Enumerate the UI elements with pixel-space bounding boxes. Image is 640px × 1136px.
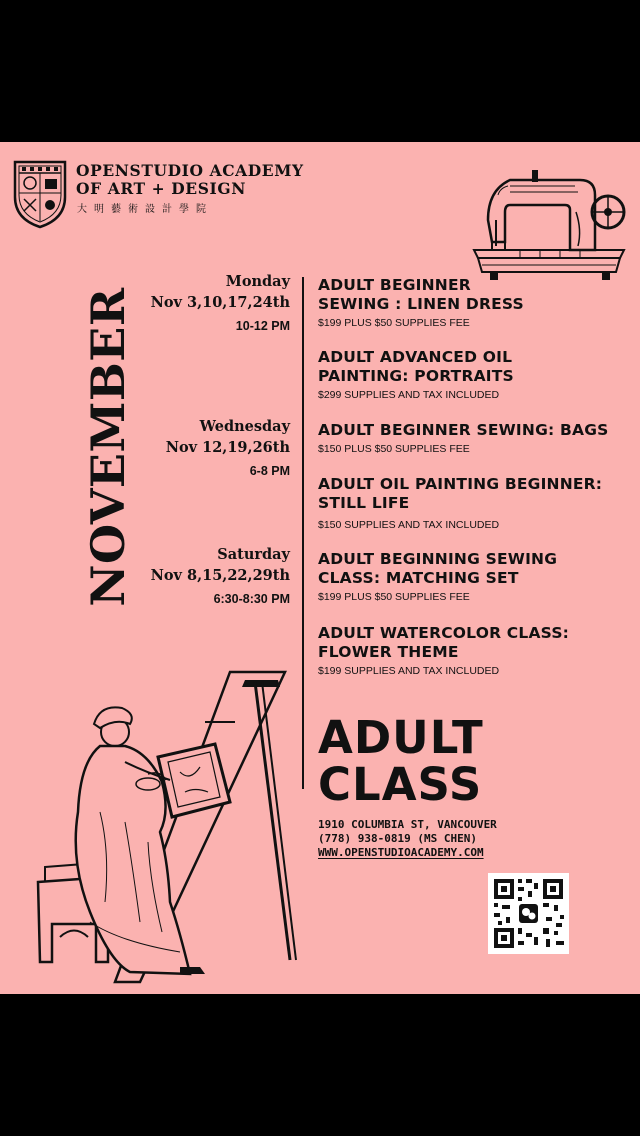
class-title-line2: STILL LIFE xyxy=(318,494,410,512)
schedule-saturday xyxy=(151,545,290,611)
contact-website-link[interactable]: WWW.OPENSTUDIOACADEMY.COM xyxy=(318,846,484,859)
contact-info xyxy=(318,818,497,860)
class-title-line2: PAINTING: PORTRAITS xyxy=(318,367,514,385)
class-title-line2: CLASS: MATCHING SET xyxy=(318,569,519,587)
class-item xyxy=(318,624,618,679)
schedule-time: 6:30-8:30 PM xyxy=(213,592,290,606)
schedule-dates: Nov 8,15,22,29th xyxy=(150,567,290,584)
month-text: NOVEMBER xyxy=(81,287,135,607)
painter-at-easel-icon xyxy=(30,662,305,994)
class-title-line1: ADULT BEGINNING SEWING xyxy=(318,550,558,568)
poster-title-line1: ADULT xyxy=(318,711,484,764)
sewing-machine-icon xyxy=(470,150,630,290)
academy-chinese-name: 大明藝術設計學院 xyxy=(77,204,213,215)
schedule-dates: Nov 3,10,17,24th xyxy=(150,294,290,311)
class-price: $199 SUPPLIES AND TAX INCLUDED xyxy=(318,665,500,677)
poster xyxy=(0,142,640,994)
month-label xyxy=(81,282,135,612)
class-title-line2: SEWING : LINEN DRESS xyxy=(318,295,524,313)
class-item xyxy=(318,550,618,605)
poster-title xyxy=(318,711,484,811)
academy-name-line1: OPENSTUDIO ACADEMY xyxy=(76,161,304,180)
class-price: $299 SUPPLIES AND TAX INCLUDED xyxy=(318,389,500,401)
class-item xyxy=(318,276,618,331)
schedule-wednesday xyxy=(166,417,290,483)
class-price: $150 PLUS $50 SUPPLIES FEE xyxy=(318,443,470,455)
class-item xyxy=(318,475,618,533)
class-price: $150 SUPPLIES AND TAX INCLUDED xyxy=(318,519,500,531)
schedule-day: Monday xyxy=(225,273,290,290)
schedule-time: 6-8 PM xyxy=(249,464,290,478)
class-item xyxy=(318,348,618,403)
class-price: $199 PLUS $50 SUPPLIES FEE xyxy=(318,591,470,603)
schedule-monday xyxy=(151,272,290,338)
class-title-line1: ADULT BEGINNER SEWING: BAGS xyxy=(318,421,609,439)
contact-address: 1910 COLUMBIA ST, VANCOUVER xyxy=(318,818,497,831)
qr-code-icon[interactable] xyxy=(488,873,569,954)
academy-name xyxy=(76,162,304,198)
academy-crest-icon xyxy=(12,159,68,229)
class-title-line1: ADULT ADVANCED OIL xyxy=(318,348,513,366)
schedule-dates: Nov 12,19,26th xyxy=(165,439,290,456)
schedule-day: Saturday xyxy=(217,546,290,563)
class-title-line1: ADULT OIL PAINTING BEGINNER: xyxy=(318,475,603,493)
class-title-line1: ADULT BEGINNER xyxy=(318,276,471,294)
class-title-line2: FLOWER THEME xyxy=(318,643,459,661)
schedule-day: Wednesday xyxy=(199,418,290,435)
poster-title-line2: CLASS xyxy=(318,758,483,811)
schedule-time: 10-12 PM xyxy=(235,319,290,333)
class-item xyxy=(318,421,618,457)
academy-name-line2: OF ART + DESIGN xyxy=(76,179,246,198)
class-price: $199 PLUS $50 SUPPLIES FEE xyxy=(318,317,470,329)
contact-phone: (778) 938-0819 (MS CHEN) xyxy=(318,832,477,845)
class-title-line1: ADULT WATERCOLOR CLASS: xyxy=(318,624,570,642)
